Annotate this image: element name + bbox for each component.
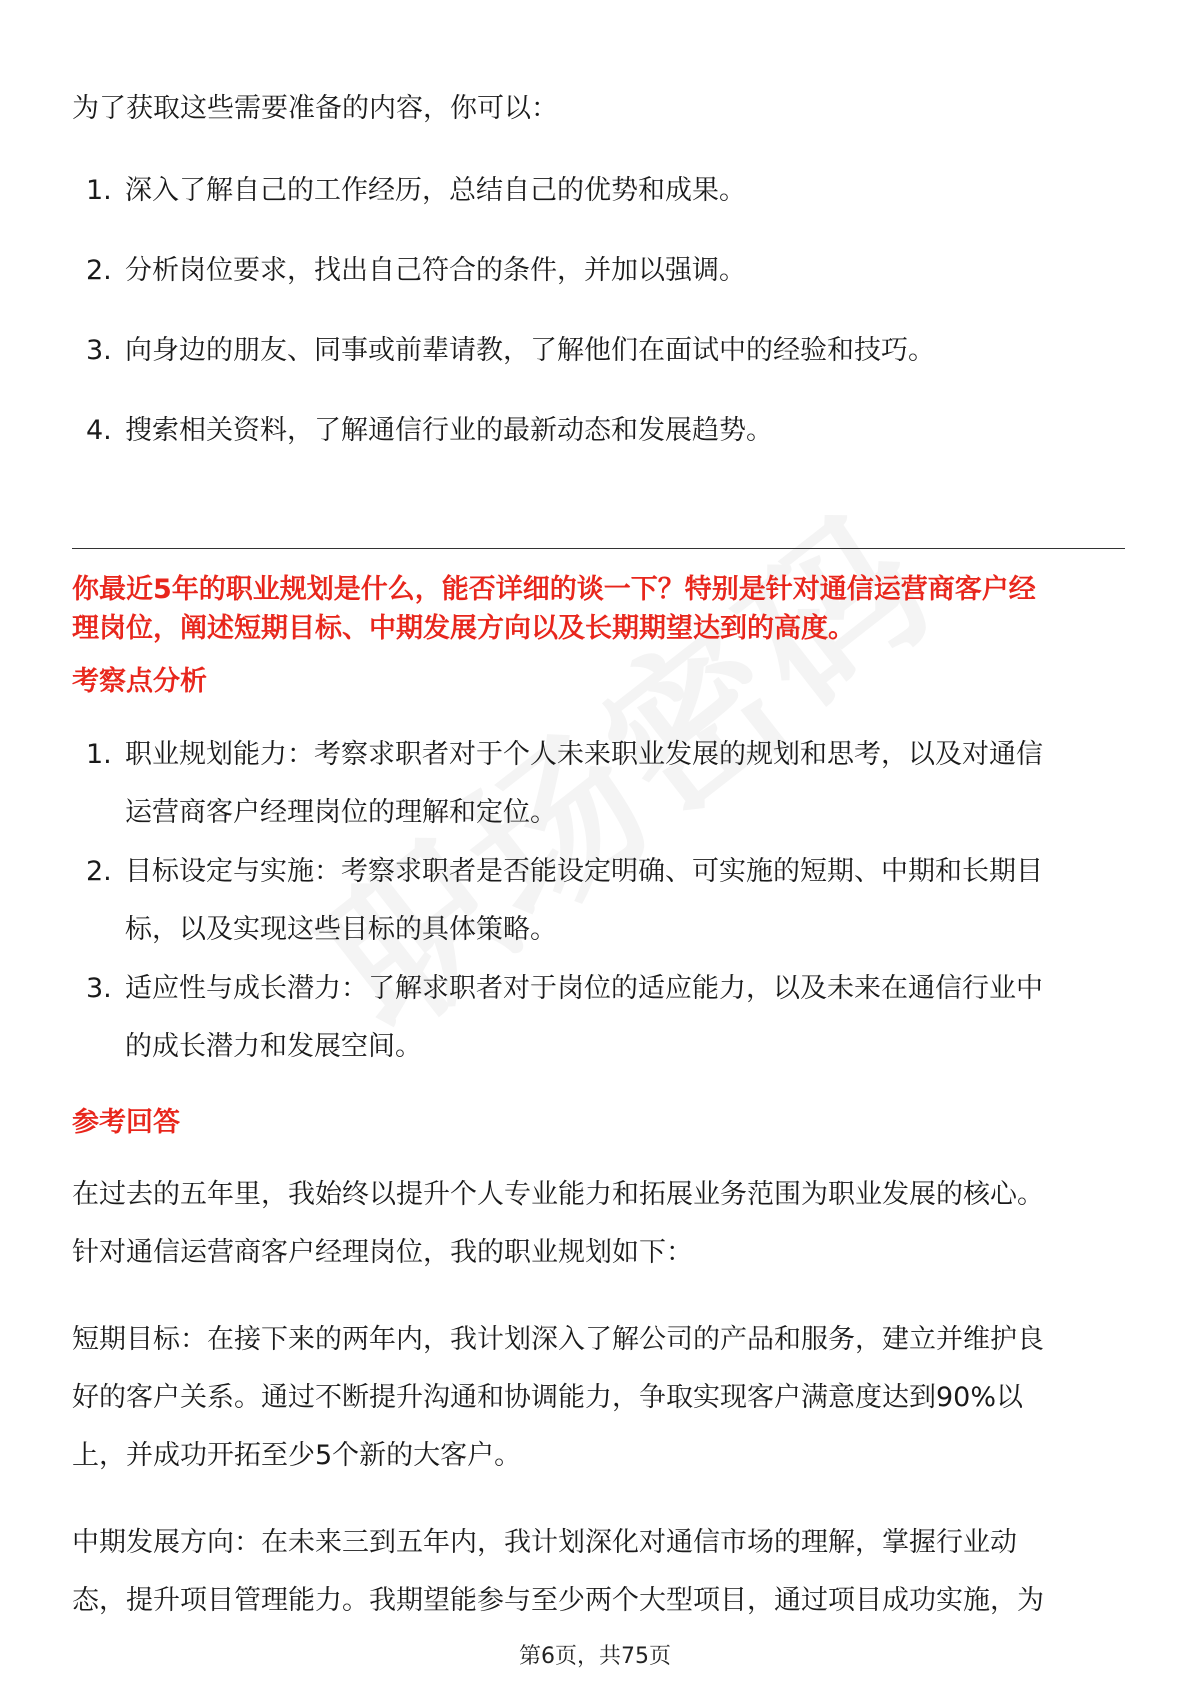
answer-paragraph-3-line-2: 态，提升项目管理能力。我期望能参与至少两个大型项目，通过项目成功实施，为	[72, 1585, 1044, 1616]
list-item-line-2: 标，以及实现这些目标的具体策略。	[125, 914, 557, 945]
answer-heading: 参考回答	[72, 1107, 180, 1138]
answer-paragraph-2-line-1: 短期目标：在接下来的两年内，我计划深入了解公司的产品和服务，建立并维护良	[72, 1324, 1044, 1355]
answer-paragraph-2-line-2: 好的客户关系。通过不断提升沟通和协调能力，争取实现客户满意度达到90%以	[72, 1382, 1024, 1413]
answer-paragraph-2-line-3: 上，并成功开拓至少5个新的大客户。	[72, 1440, 522, 1471]
list-item-text: 深入了解自己的工作经历，总结自己的优势和成果。	[125, 175, 746, 206]
list-item-line-1: 适应性与成长潜力：了解求职者对于岗位的适应能力，以及未来在通信行业中	[125, 973, 1043, 1004]
answer-paragraph-3-line-1: 中期发展方向：在未来三到五年内，我计划深化对通信市场的理解，掌握行业动	[72, 1527, 1017, 1558]
list-item-line-1: 职业规划能力：考察求职者对于个人未来职业发展的规划和思考，以及对通信	[125, 739, 1043, 770]
list-item-text: 分析岗位要求，找出自己符合的条件，并加以强调。	[125, 255, 746, 286]
section-divider	[72, 548, 1125, 549]
answer-paragraph-1-line-1: 在过去的五年里，我始终以提升个人专业能力和拓展业务范围为职业发展的核心。	[72, 1179, 1044, 1210]
list-item-number: 2.	[86, 856, 112, 887]
page-footer: 第6页，共75页	[519, 1644, 671, 1669]
list-item-line-2: 的成长潜力和发展空间。	[125, 1031, 422, 1062]
intro-text: 为了获取这些需要准备的内容，你可以：	[72, 93, 558, 124]
list-item-number: 3.	[86, 973, 112, 1004]
list-item-number: 1.	[86, 175, 112, 206]
list-item-text: 向身边的朋友、同事或前辈请教，了解他们在面试中的经验和技巧。	[125, 335, 935, 366]
answer-paragraph-1-line-2: 针对通信运营商客户经理岗位，我的职业规划如下：	[72, 1237, 693, 1268]
list-item-line-1: 目标设定与实施：考察求职者是否能设定明确、可实施的短期、中期和长期目	[125, 856, 1043, 887]
question-line-1: 你最近5年的职业规划是什么，能否详细的谈一下？特别是针对通信运营商客户经	[72, 574, 1036, 605]
list-item-number: 3.	[86, 335, 112, 366]
question-line-2: 理岗位，阐述短期目标、中期发展方向以及长期期望达到的高度。	[72, 613, 855, 644]
list-item-number: 2.	[86, 255, 112, 286]
list-item-text: 搜索相关资料，了解通信行业的最新动态和发展趋势。	[125, 415, 773, 446]
list-item-number: 1.	[86, 739, 112, 770]
list-item-line-2: 运营商客户经理岗位的理解和定位。	[125, 797, 557, 828]
list-item-number: 4.	[86, 415, 112, 446]
analysis-heading: 考察点分析	[72, 666, 207, 697]
